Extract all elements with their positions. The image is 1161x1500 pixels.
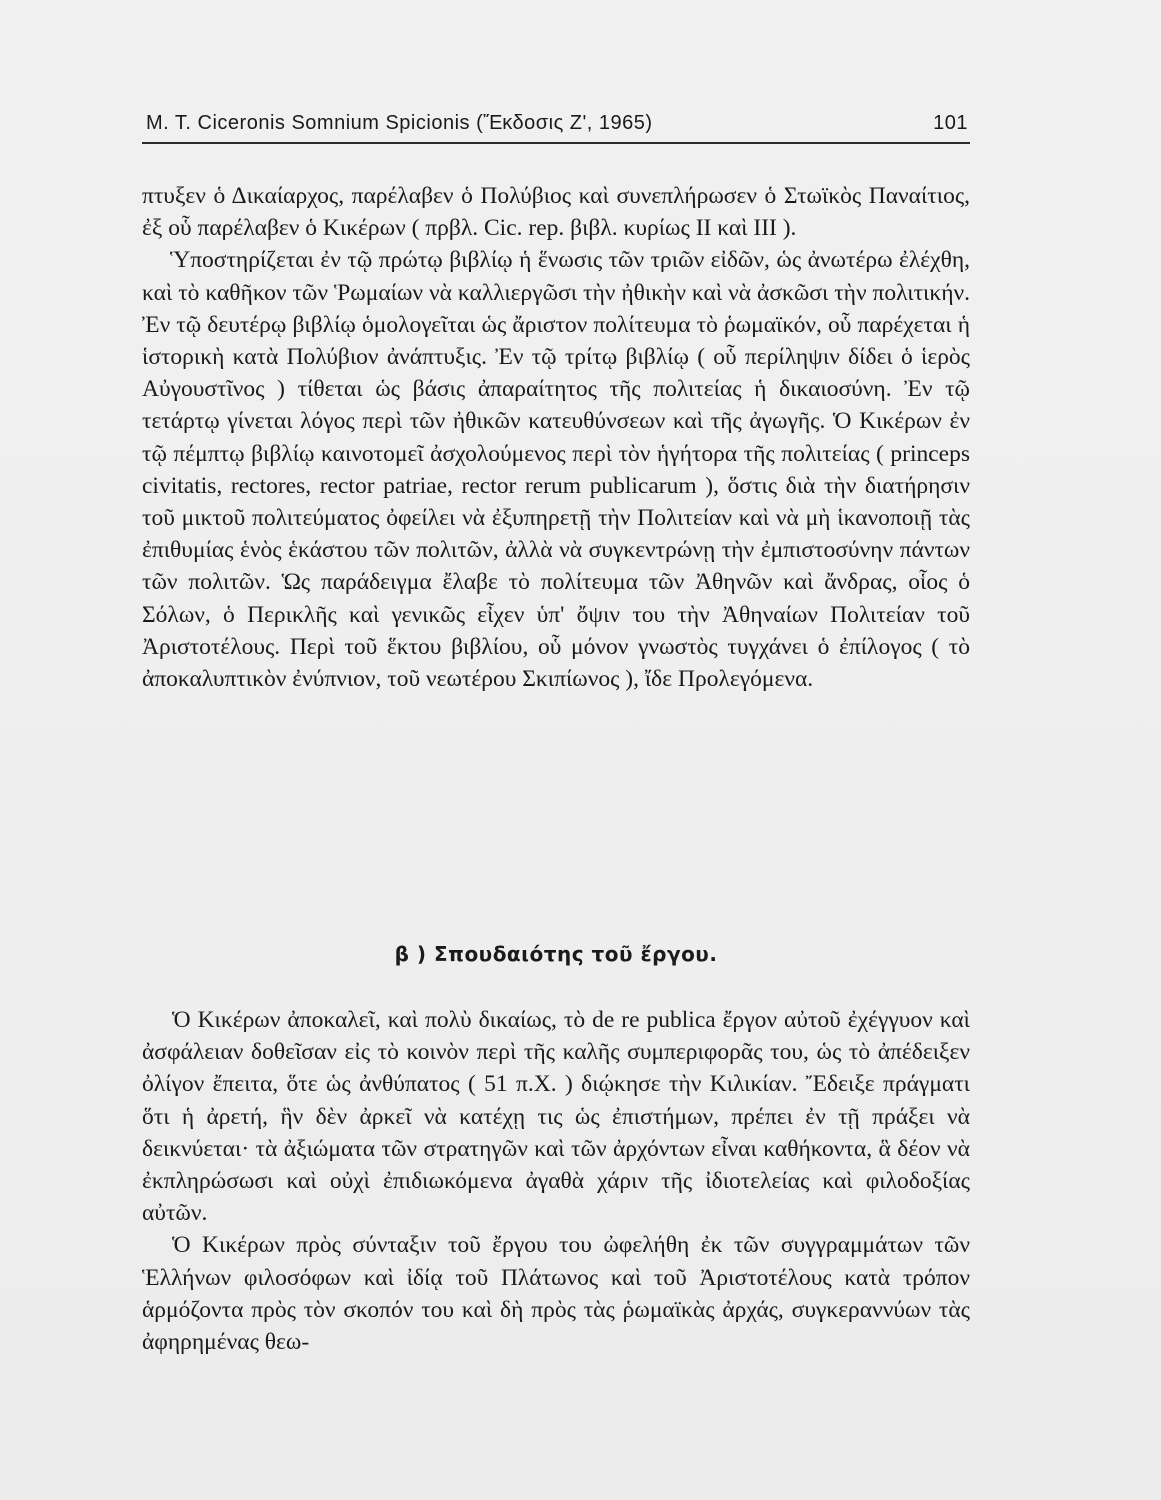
section-heading: β ) Σπουδαιότης τοῦ ἔργου. <box>394 942 718 966</box>
body-text-top <box>142 180 970 695</box>
body-text-bottom <box>142 1004 970 1358</box>
running-header <box>142 112 970 144</box>
paragraph: πτυξεν ὁ Δικαίαρχος, παρέλαβεν ὁ Πολύβιος καὶ συνεπλήρωσεν ὁ Στωϊκὸς Παναίτιος, ἐξ οὗ παρέλαβεν ὁ Κικέρων ( πρβλ. Cic. rep. βιβλ. κυρίως II καὶ III ). <box>142 183 970 242</box>
running-title: M. T. Ciceronis Somnium Spicionis (Ἔκδοσις Ζ', 1965) <box>146 112 653 134</box>
paragraph: Ὑποστηρίζεται ἐν τῷ πρώτῳ βιβλίῳ ἡ ἕνωσις τῶν τριῶν εἰδῶν, ὡς ἀνωτέρω ἐλέχθη, καὶ τὸ καθῆκον τῶν Ῥωμαίων νὰ καλλιεργῶσι τὴν ἠθικὴν καὶ νὰ ἀσκῶσι τὴν πολιτικήν. Ἐν τῷ δευτέρῳ βιβλίῳ ὁμολογεῖται ὡς ἄριστον πολίτευμα τὸ ῥωμαϊκόν, οὗ παρέχεται ἡ ἱστορικὴ κατὰ Πολύβιον ἀνάπτυξις. Ἐν τῷ τρίτῳ βιβλίῳ ( οὗ περίληψιν δίδει ὁ ἱερὸς Αὐγουστῖνος ) τίθεται ὡς βάσις ἀπαραίτητος τῆς πολιτείας ἡ δικαιοσύνη. Ἐν τῷ τετάρτῳ γίνεται λόγος περὶ τῶν ἠθικῶν κατευθύνσεων καὶ τῆς ἀγωγῆς. Ὁ Κικέρων ἐν τῷ πέμπτῳ βιβλίῳ καινοτομεῖ ἀσχολούμενος περὶ τὸν ἡγήτορα τῆς πολιτείας ( princeps civitatis, rectores, rector patriae, rector rerum publicarum ), ὅστις διὰ τὴν διατήρησιν τοῦ μικτοῦ πολιτεύματος ὀφείλει νὰ ἐξυπηρετῇ τὴν Πολιτείαν καὶ νὰ μὴ ἱκανοποιῇ τὰς ἐπιθυμίας ἑνὸς ἑκάστου τῶν πολιτῶν, ἀλλὰ νὰ συγκεντρώνῃ τὴν ἐμπιστοσύνην πάντων τῶν πολιτῶν. Ὡς παράδειγμα ἔλαβε τὸ πολίτευμα τῶν Ἀθηνῶν καὶ ἄνδρας, οἷος ὁ Σόλων, ὁ Περικλῆς καὶ γενικῶς εἶχεν ὑπ' ὄψιν του τὴν Ἀθηναίων Πολιτείαν τοῦ Ἀριστοτέλους. Περὶ τοῦ ἕκτου βιβλίου, οὗ μόνον γνωστὸς τυγχάνει ὁ ἐπίλογος ( τὸ ἀποκαλυπτικὸν ἐνύπνιον, τοῦ νεωτέρου Σκιπίωνος ), ἴδε Προλεγόμενα. <box>142 247 970 693</box>
paragraph: Ὁ Κικέρων ἀποκαλεῖ, καὶ πολὺ δικαίως, τὸ de re publica ἔργον αὐτοῦ ἐχέγγυον καὶ ἀσφάλειαν δοθεῖσαν εἰς τὸ κοινὸν περὶ τῆς καλῆς συμπεριφορᾶς του, ὡς τὸ ἀπέδειξεν ὀλίγον ἔπειτα, ὅτε ὡς ἀνθύπατος ( 51 π.Χ. ) διῴκησε τὴν Κιλικίαν. Ἔδειξε πράγματι ὅτι ἡ ἀρετή, ἣν δὲν ἀρκεῖ νὰ κατέχῃ τις ὡς ἐπιστήμων, πρέπει ἐν τῇ πράξει νὰ δεικνύεται· τὰ ἀξιώματα τῶν στρατηγῶν καὶ τῶν ἀρχόντων εἶναι καθήκοντα, ἃ δέον νὰ ἐκπληρώσωσι καὶ οὐχὶ ἐπιδιωκόμενα ἀγαθὰ χάριν τῆς ἰδιοτελείας καὶ φιλοδοξίας αὐτῶν. <box>142 1007 970 1227</box>
page-number: 101 <box>933 112 968 134</box>
paragraph: Ὁ Κικέρων πρὸς σύνταξιν τοῦ ἔργου του ὠφελήθη ἐκ τῶν συγγραμμάτων τῶν Ἑλλήνων φιλοσόφων καὶ ἰδίᾳ τοῦ Πλάτωνος καὶ τοῦ Ἀριστοτέλους κατὰ τρόπον ἁρμόζοντα πρὸς τὸν σκοπόν του καὶ δὴ πρὸς τὰς ῥωμαϊκὰς ἀρχάς, συγκεραννύων τὰς ἀφηρημένας θεω- <box>142 1232 970 1356</box>
